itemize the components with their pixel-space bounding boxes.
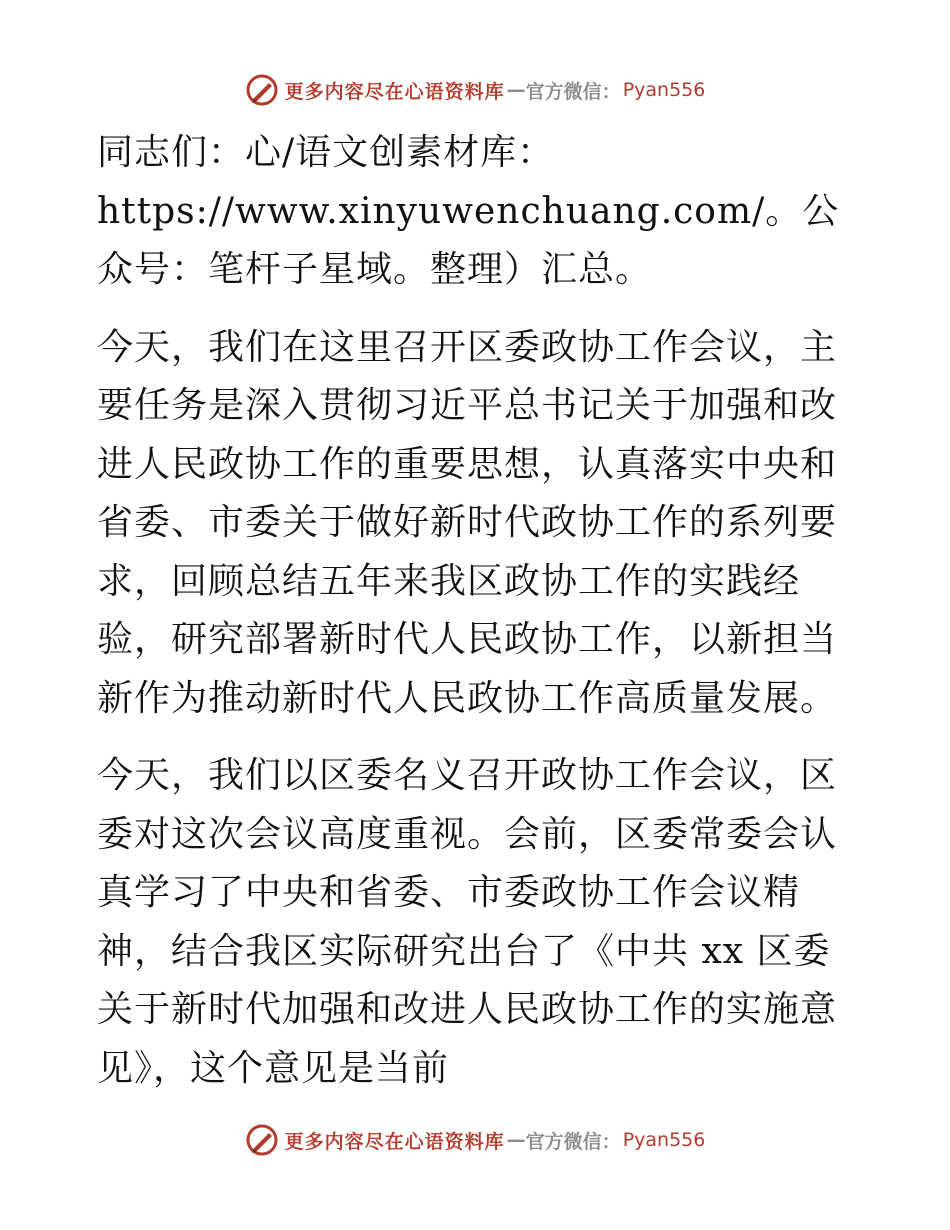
header-watermark — [0, 70, 950, 110]
paragraph-meeting-purpose: 今天，我们在这里召开区委政协工作会议，主要任务是深入贯彻习近平总书记关于加强和改进人民政协工作的重要思想，认真落实中央和省委、市委关于做好新时代政协工作的系列要求，回顾总结五年来我区政协工作的实践经验，研究部署新时代人民政协工作，以新担当新作为推动新时代人民政协工作高质量发展。 — [97, 326, 838, 719]
watermark-separator: — — [506, 79, 526, 101]
watermark-separator: — — [506, 1129, 526, 1151]
paragraph-meeting-importance: 今天，我们以区委名义召开政协工作会议，区委对这次会议高度重视。会前，区委常委会认真学习了中央和省委、市委政协工作会议精神，结合我区实际研究出台了《中共 xx 区委关于新时代加强和改进人民政协工作的实施意见》，这个意见是当前 — [97, 755, 838, 1089]
pen-logo-icon — [245, 1123, 279, 1157]
watermark-official-label: 官方微信： — [525, 80, 621, 103]
pen-logo-icon — [245, 73, 279, 107]
watermark-official-label: 官方微信： — [525, 1130, 621, 1153]
watermark-handle: Pyan556 — [622, 1129, 706, 1151]
watermark-handle: Pyan556 — [622, 79, 706, 101]
document-body — [97, 124, 857, 1117]
watermark-slogan: 更多内容尽在心语资料库 — [284, 1130, 505, 1153]
watermark-slogan: 更多内容尽在心语资料库 — [284, 80, 505, 103]
footer-watermark — [0, 1120, 950, 1160]
paragraph-greeting: 同志们：心/语文创素材库：https://www.xinyuwenchuang.com/。公众号：笔杆子星域。整理）汇总。 — [97, 132, 840, 290]
